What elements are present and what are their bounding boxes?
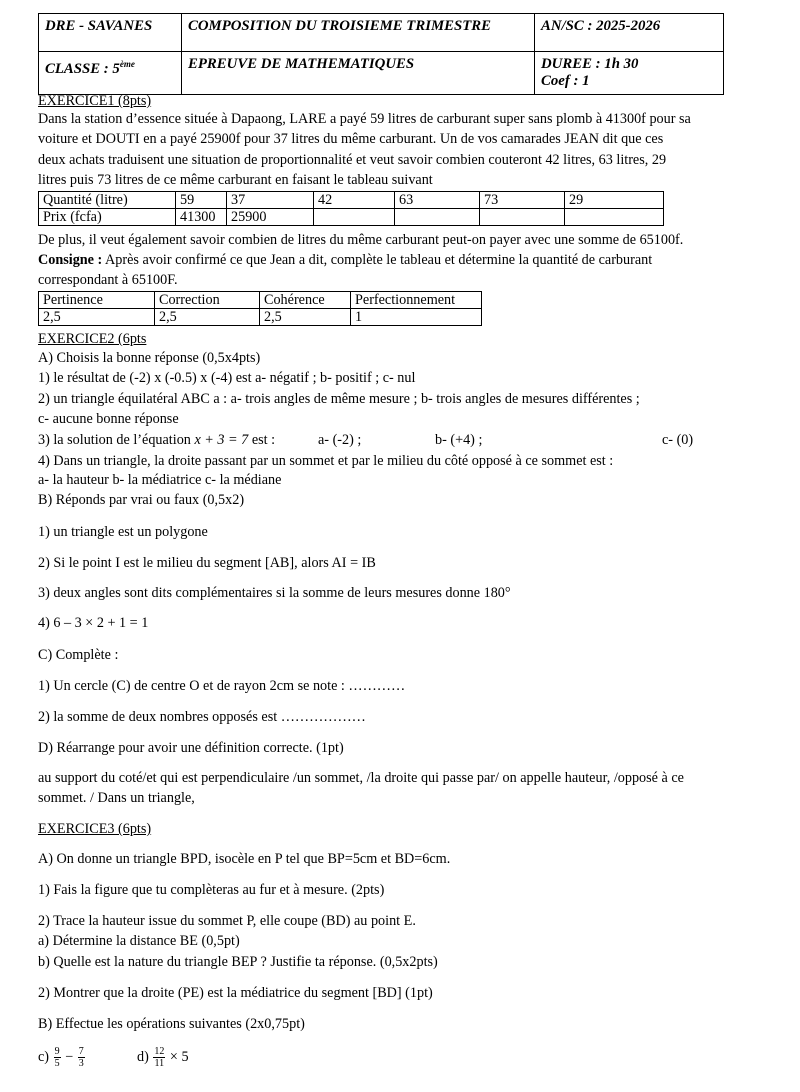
ex1-paragraph-line: Dans la station d’essence située à Dapaong, LARE a payé 59 litres de carburant super sans plomb à 41300f pour sa bbox=[38, 111, 691, 127]
ex3-statement: A) On donne un triangle BPD, isocèle en P tel que BP=5cm et BD=6cm. bbox=[38, 851, 451, 867]
ex2-question: 1) le résultat de (-2) x (-0.5) x (-4) est a- négatif ; b- positif ; c- nul bbox=[38, 370, 416, 386]
ex2-question: 4) Dans un triangle, la droite passant par un sommet et par le milieu du côté opposé à ce sommet est : bbox=[38, 453, 614, 469]
ex2-true-false-item: 2) Si le point I est le milieu du segment [AB], alors AI = IB bbox=[38, 555, 376, 571]
table-cell: 63 bbox=[395, 192, 480, 209]
table-cell: 73 bbox=[480, 192, 565, 209]
q3-prefix: 3) la solution de l’équation bbox=[38, 432, 195, 448]
ex3-question: 2) Trace la hauteur issue du sommet P, elle coupe (BD) au point E. bbox=[38, 913, 416, 929]
ex1-paragraph-line: deux achats traduisent une situation de proportionnalité et veut savoir combien couteront 42 litres, 63 litres, 29 bbox=[38, 152, 667, 168]
table-cell: 29 bbox=[565, 192, 664, 209]
fraction bbox=[54, 1046, 61, 1069]
table-cell: 1 bbox=[351, 309, 482, 326]
table-cell: 25900 bbox=[227, 209, 314, 226]
table-cell: 2,5 bbox=[155, 309, 260, 326]
ex2-section-b-title: B) Réponds par vrai ou faux (0,5x2) bbox=[38, 492, 245, 508]
ex1-title: EXERCICE1 (8pts) bbox=[38, 93, 152, 109]
table-row bbox=[39, 192, 664, 209]
q3-option-a: a- (-2) ; bbox=[318, 432, 362, 448]
fraction-denominator: 3 bbox=[78, 1058, 84, 1070]
q3-est: est : bbox=[248, 432, 276, 448]
ex3-question: 1) Fais la figure que tu complèteras au fur et à mesure. (2pts) bbox=[38, 882, 385, 898]
table-cell: 59 bbox=[176, 192, 227, 209]
ex2-question-line: a- la hauteur b- la médiatrice c- la médiane bbox=[38, 472, 282, 488]
consigne-text: Après avoir confirmé ce que Jean a dit, complète le tableau et détermine la quantité de carburant bbox=[102, 252, 653, 268]
fraction bbox=[153, 1046, 165, 1069]
ex1-criteria-table bbox=[38, 291, 482, 326]
ex2-section-c-title: C) Complète : bbox=[38, 647, 119, 663]
header-classe bbox=[39, 52, 182, 95]
table-cell bbox=[395, 209, 480, 226]
table-cell bbox=[565, 209, 664, 226]
table-row bbox=[39, 209, 664, 226]
ex3-question: a) Détermine la distance BE (0,5pt) bbox=[38, 933, 240, 949]
table-cell bbox=[480, 209, 565, 226]
consigne-label: Consigne : bbox=[38, 252, 103, 268]
ex2-question-line: c- aucune bonne réponse bbox=[38, 411, 179, 427]
table-cell bbox=[314, 209, 395, 226]
ex2-question-3 bbox=[38, 432, 738, 449]
op-d-label: d) bbox=[137, 1049, 153, 1065]
table-cell: 37 bbox=[227, 192, 314, 209]
exam-header-table bbox=[38, 13, 724, 95]
ex2-rearrange-line: sommet. / Dans un triangle, bbox=[38, 790, 195, 806]
fraction-denominator: 5 bbox=[54, 1058, 60, 1070]
ex1-consigne bbox=[38, 252, 652, 269]
table-cell: 41300 bbox=[176, 209, 227, 226]
table-cell: Cohérence bbox=[260, 292, 351, 309]
ex2-true-false-item: 3) deux angles sont dits complémentaires si la somme de leurs mesures donne 180° bbox=[38, 585, 511, 601]
header-dre: DRE - SAVANES bbox=[39, 14, 182, 52]
table-cell: Pertinence bbox=[39, 292, 155, 309]
ex2-section-a-title: A) Choisis la bonne réponse (0,5x4pts) bbox=[38, 350, 261, 366]
ex1-proportion-table bbox=[38, 191, 664, 226]
q3-equation: x + 3 = 7 bbox=[194, 432, 249, 448]
classe-text: CLASSE : 5 bbox=[45, 60, 120, 77]
table-cell: Correction bbox=[155, 292, 260, 309]
table-cell: Prix (fcfa) bbox=[39, 209, 176, 226]
ex2-complete-item: 2) la somme de deux nombres opposés est ……………… bbox=[38, 709, 366, 725]
table-row bbox=[39, 309, 482, 326]
ex1-paragraph-line: litres puis 73 litres de ce même carburant en faisant le tableau suivant bbox=[38, 172, 433, 188]
fraction-numerator: 9 bbox=[54, 1046, 60, 1058]
ex2-section-d-title: D) Réarrange pour avoir une définition correcte. (1pt) bbox=[38, 740, 344, 756]
op-minus: − bbox=[61, 1049, 77, 1065]
ex1-consigne-line: correspondant à 65100F. bbox=[38, 272, 178, 288]
header-duree: DUREE : 1h 30 bbox=[541, 56, 639, 72]
ex3-operation-d bbox=[137, 1045, 189, 1069]
ex2-complete-item: 1) Un cercle (C) de centre O et de rayon 2cm se note : ………… bbox=[38, 678, 406, 694]
ex1-paragraph-line: voiture et DOUTI en a payé 25900f pour 37 litres du même carburant. Un de vos camarades JEAN dit que ces bbox=[38, 131, 664, 147]
table-cell: 2,5 bbox=[260, 309, 351, 326]
ex2-rearrange-line: au support du coté/et qui est perpendiculaire /un sommet, /la droite qui passe par/ on appelle hauteur, /opposé à ce bbox=[38, 770, 684, 786]
ex3-section-b-title: B) Effectue les opérations suivantes (2x0,75pt) bbox=[38, 1016, 305, 1032]
table-cell: Quantité (litre) bbox=[39, 192, 176, 209]
op-c-label: c) bbox=[38, 1049, 53, 1065]
op-times: × 5 bbox=[166, 1049, 189, 1065]
ex2-title: EXERCICE2 (6pts bbox=[38, 331, 147, 347]
fraction-denominator: 11 bbox=[154, 1058, 165, 1070]
ex2-true-false-item: 1) un triangle est un polygone bbox=[38, 524, 208, 540]
fraction-numerator: 7 bbox=[78, 1046, 84, 1058]
header-duree-coef bbox=[535, 52, 724, 95]
table-cell: 2,5 bbox=[39, 309, 155, 326]
classe-sup: ème bbox=[119, 59, 135, 69]
header-an-sc: AN/SC : 2025-2026 bbox=[535, 14, 724, 52]
q3-option-c: c- (0) bbox=[662, 432, 694, 448]
fraction bbox=[78, 1046, 85, 1069]
header-epreuve: EPREUVE DE MATHEMATIQUES bbox=[182, 52, 535, 95]
ex3-question: b) Quelle est la nature du triangle BEP ? Justifie ta réponse. (0,5x2pts) bbox=[38, 954, 438, 970]
ex2-true-false-item: 4) 6 – 3 × 2 + 1 = 1 bbox=[38, 615, 149, 631]
q3-option-b: b- (+4) ; bbox=[435, 432, 483, 448]
header-coef: Coef : 1 bbox=[541, 73, 590, 89]
ex3-operation-c bbox=[38, 1045, 86, 1069]
ex2-question: 2) un triangle équilatéral ABC a : a- trois angles de même mesure ; b- trois angles de mesures différentes ; bbox=[38, 391, 640, 407]
ex1-paragraph-line: De plus, il veut également savoir combien de litres du même carburant peut-on payer avec une somme de 65100f. bbox=[38, 232, 684, 248]
table-cell: Perfectionnement bbox=[351, 292, 482, 309]
table-row bbox=[39, 292, 482, 309]
ex3-question: 2) Montrer que la droite (PE) est la médiatrice du segment [BD] (1pt) bbox=[38, 985, 433, 1001]
fraction-numerator: 12 bbox=[154, 1046, 165, 1058]
table-cell: 42 bbox=[314, 192, 395, 209]
ex3-title: EXERCICE3 (6pts) bbox=[38, 821, 152, 837]
header-composition: COMPOSITION DU TROISIEME TRIMESTRE bbox=[182, 14, 535, 52]
